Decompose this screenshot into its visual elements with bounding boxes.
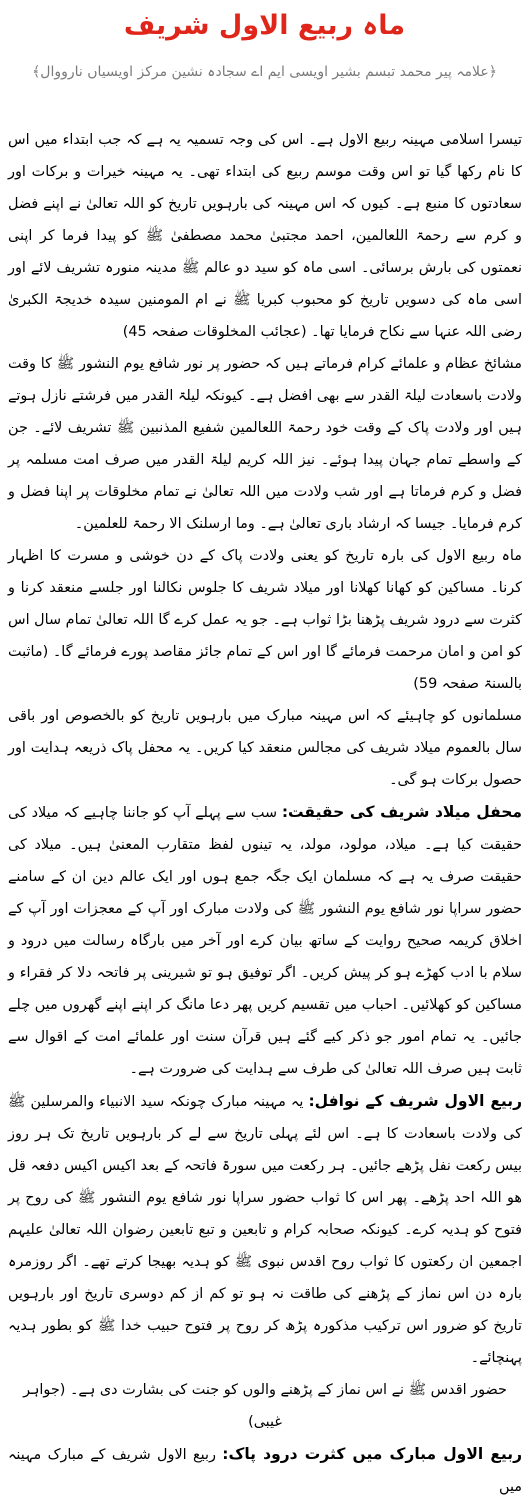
article-body	[8, 124, 522, 1503]
section-text-mehfil: سب سے پہلے آپ کو جاننا چاہیے کہ میلاد کی حقیقت کیا ہے۔ میلاد، مولود، مولد، یہ تینوں لفظ متقارب المعنیٰ ہیں۔ میلاد کی حقیقت صرف یہ ہے کہ مسلمان ایک جگہ جمع ہوں اور ایک عالم دین ان کے سامنے حضور سراپا نور شافع یوم النشور ﷺ کی ولادت مبارک اور آپ کے معجزات اور آپ کے اخلاق کریمہ صحیح روایت کے ساتھ بیان کرے اور آخر میں بارگاہ رسالت میں درود و سلام با ادب کھڑے ہو کر پیش کریں۔ اگر توفیق ہو تو شیرینی پر فاتحہ دلا کر فقراء و مساکین کو کھلائیں۔ احباب میں تقسیم کریں پھر دعا مانگ کر اپنے اپنے گھروں میں چلے جائیں۔ یہ تمام امور جو ذکر کیے گئے ہیں قرآن سنت اور علمائے امت کے اقوال سے ثابت ہیں صرف اللہ تعالیٰ کی طرف سے ہدایت کی ضرورت ہے۔	[8, 805, 522, 1077]
section-heading-durood: ربیع الاول مبارک میں کثرت درود پاک:	[222, 1445, 522, 1463]
author-byline: ﴿علامہ پیر محمد تبسم بشیر اویسی ایم اے سجادہ نشین مرکز اویسیاں نارووال﴾	[32, 64, 497, 80]
section-nawafil	[8, 1085, 522, 1374]
article-title: ماہ ربیع الاول شریف	[123, 10, 406, 41]
section-text-nawafil: یہ مہینہ مبارک چونکہ سید الانبیاء والمرسلین ﷺ کی ولادت باسعادت کا ہے۔ اس لئے پہلی تاریخ سے لے کر بارہویں تاریخ تک ہر روز بیس رکعت نفل پڑھے جائیں۔ ہر رکعت میں سورۃ فاتحہ کے بعد اکیس اکیس دفعہ قل ھو اللہ احد پڑھے۔ پھر اس کا ثواب حضور سراپا نور شافع یوم النشور ﷺ کی روح پر فتوح کو ہدیہ کرے۔ کیونکہ صحابہ کرام و تابعین و تبع تابعین رضوان اللہ تعالیٰ علیہم اجمعین ان رکعتوں کا ثواب روح اقدس نبوی ﷺ کو ہدیہ بھیجا کرتے تھے۔ اگر روزمرہ بارہ دن اس نماز کے پڑھنے کی طاقت نہ ہو تو کم از کم دوسری تاریخ اور بارہویں تاریخ کو ضرور اس ترکیب مذکورہ پڑھ کر روح پر فتوح حبیب خدا ﷺ کو بطور ہدیہ پہنچائے۔	[8, 1094, 522, 1366]
section-heading-nawafil: ربیع الاول شریف کے نوافل:	[308, 1092, 522, 1110]
paragraph-intro: تیسرا اسلامی مہینہ ربیع الاول ہے۔ اس کی وجہ تسمیہ یہ ہے کہ جب ابتداء میں اس کا نام رکھا گیا تو اس وقت موسم ربیع کی ابتداء تھی۔ یہ مہینہ خیرات و برکات اور سعادتوں کا منبع ہے۔ کیوں کہ اس مہینہ کی بارہویں تاریخ کو اللہ تعالیٰ نے اپنے فضل و کرم سے رحمۃ اللعالمین، احمد مجتبیٰ محمد مصطفیٰ ﷺ کو پیدا فرما کر اپنی نعمتوں کی بارش برسائی۔ اسی ماہ کو سید دو عالم ﷺ مدینہ منورہ تشریف لائے اور اسی ماہ کی دسویں تاریخ کو محبوب کبریا ﷺ نے ام المومنین سیدہ خدیجۃ الکبریٰ رضی اللہ عنہا سے نکاح فرمایا تھا۔ (عجائب المخلوقات صفحہ 45)	[8, 132, 522, 340]
paragraph-majalis: مسلمانوں کو چاہیئے کہ اس مہینہ مبارک میں بارہویں تاریخ کو بالخصوص اور باقی سال بالعموم میلاد شریف کی مجالس منعقد کیا کریں۔ یہ محفل پاک ذریعہ ہدایت اور حصول برکات ہو گی۔	[8, 708, 522, 788]
paragraph-lailatul-qadr: مشائخ عظام و علمائے کرام فرماتے ہیں کہ حضور پر نور شافع یوم النشور ﷺ کا وقت ولادت باسعادت لیلۃ القدر سے بھی افضل ہے۔ کیونکہ لیلۃ القدر میں فرشتے نازل ہوتے ہیں اور ولادت پاک کے وقت خود رحمۃ اللعالمین شفیع المذنبین ﷺ تشریف لائے۔ جن کے واسطے تمام جہان پیدا ہوئے۔ نیز اللہ کریم لیلۃ القدر میں صرف امت مسلمہ پر فضل و کرم فرماتا ہے اور شب ولادت میں اللہ تعالیٰ نے تمام مخلوقات پر اپنا فضل و کرم فرمایا۔ جیسا کہ ارشاد باری تعالیٰ ہے۔ وما ارسلنک الا رحمۃ للعلمین۔	[8, 356, 522, 532]
section-durood	[8, 1438, 522, 1503]
section-mehfil	[8, 796, 522, 1085]
closing-line: حضور اقدس ﷺ نے اس نماز کے پڑھنے والوں کو جنت کی بشارت دی ہے۔ (جواہر غیبی)	[23, 1382, 507, 1430]
section-heading-mehfil: محفل میلاد شریف کی حقیقت:	[281, 803, 522, 821]
paragraph-twelfth-day: ماہ ربیع الاول کی بارہ تاریخ کو یعنی ولادت پاک کے دن خوشی و مسرت کا اظہار کرنا۔ مساکین کو کھانا کھلانا اور میلاد شریف کا جلوس نکالنا اور جلسے منعقد کرنا و کثرت سے درود شریف پڑھنا بڑا ثواب ہے۔ جو یہ عمل کرے گا اللہ تعالیٰ تمام سال اس کو امن و امان مرحمت فرمائے گا اور اس کے تمام جائز مقاصد پورے فرمائے گا۔ (ماثبت بالسنۃ صفحہ 59)	[8, 548, 522, 692]
section-text-durood: ربیع الاول شریف کے مبارک مہینہ میں	[8, 1447, 522, 1495]
